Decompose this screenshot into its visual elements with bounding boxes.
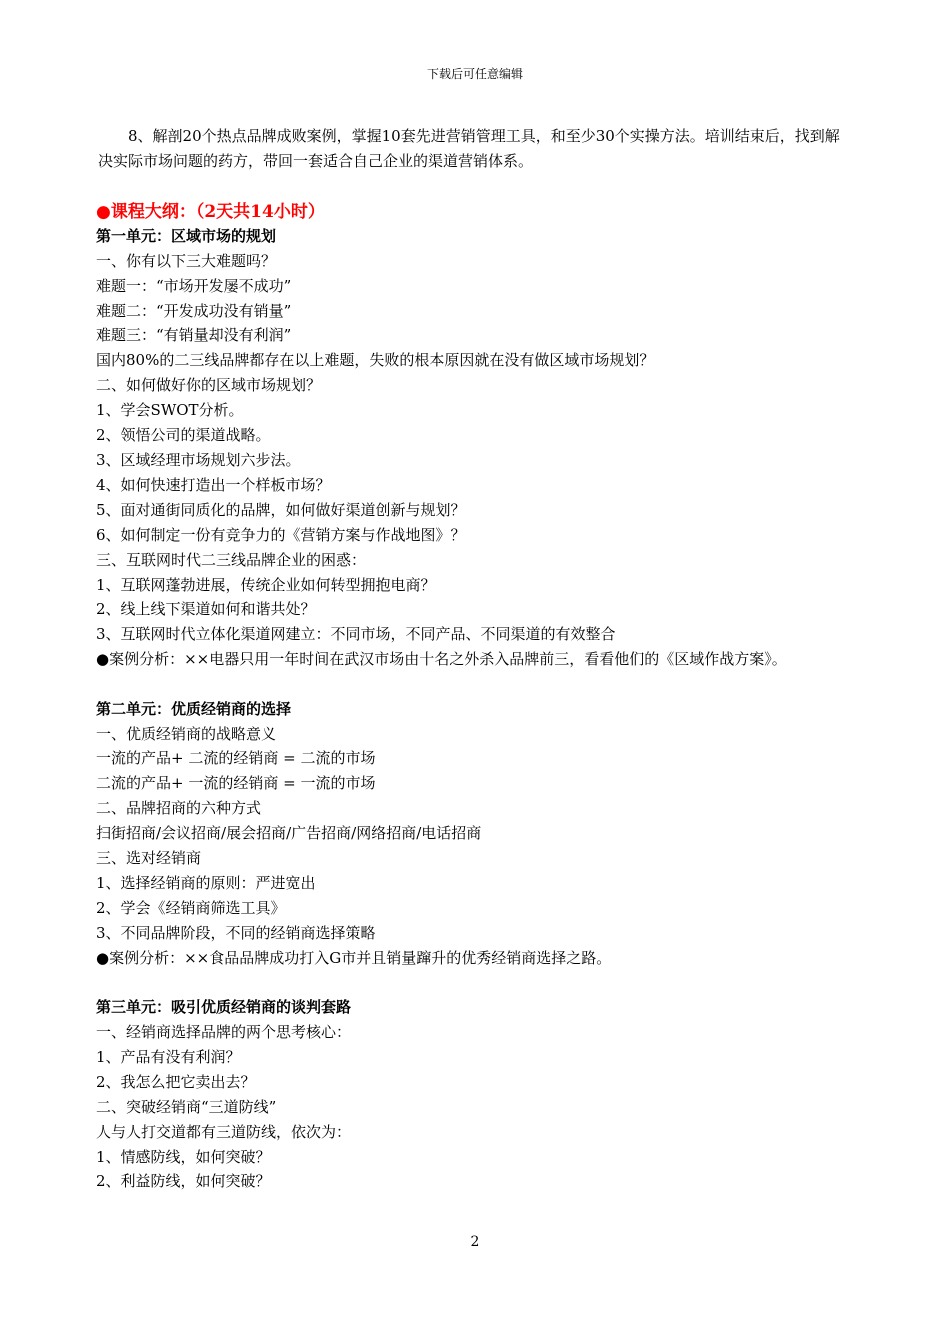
unit-1-case-study: ●案例分析：××电器只用一年时间在武汉市场由十名之外杀入品牌前三，看看他们的《区域作战方案》。 — [96, 650, 787, 669]
unit-2-line: 2、学会《经销商筛选工具》 — [96, 898, 286, 917]
unit-2-line: 1、选择经销商的原则：严进宽出 — [96, 873, 316, 892]
page-header: 下载后可任意编辑 — [426, 67, 523, 81]
unit-3-line: 1、情感防线，如何突破？ — [96, 1147, 271, 1166]
unit-1-line: 4、如何快速打造出一个样板市场？ — [96, 475, 331, 494]
unit-1-line: 5、面对通街同质化的品牌，如何做好渠道创新与规划？ — [96, 500, 466, 519]
unit-2-title: 第二单元：优质经销商的选择 — [96, 699, 292, 718]
unit-3-line: 一、经销商选择品牌的两个思考核心： — [96, 1023, 352, 1041]
unit-2-case-study: ●案例分析：××食品品牌成功打入G市并且销量蹿升的优秀经销商选择之路。 — [96, 948, 612, 967]
unit-1-line: 1、学会SWOT分析。 — [96, 401, 244, 420]
unit-3-title: 第三单元：吸引优质经销商的谈判套路 — [96, 998, 352, 1017]
unit-1-line: 2、领悟公司的渠道战略。 — [96, 426, 271, 445]
unit-1-line: 2、线上线下渠道如何和谐共处？ — [96, 600, 316, 619]
unit-3-line: 2、我怎么把它卖出去？ — [96, 1072, 256, 1091]
page-number: 2 — [470, 1234, 480, 1250]
document-body — [96, 124, 841, 1194]
unit-1-line: 3、区域经理市场规划六步法。 — [96, 450, 301, 469]
unit-1-line: 3、互联网时代立体化渠道网建立：不同市场，不同产品、不同渠道的有效整合 — [96, 625, 616, 644]
unit-2-line: 一、优质经销商的战略意义 — [96, 724, 277, 743]
unit-2-line: 二、品牌招商的六种方式 — [96, 799, 262, 818]
unit-1-line: 难题二：“开发成功没有销量” — [96, 301, 292, 320]
unit-2-line: 三、选对经销商 — [96, 849, 202, 868]
unit-1-line: 1、互联网蓬勃进展，传统企业如何转型拥抱电商？ — [96, 575, 436, 594]
unit-1-line: 难题一：“市场开发屡不成功” — [96, 276, 292, 295]
unit-1-line: 一、你有以下三大难题吗？ — [96, 251, 277, 270]
unit-3-line: 2、利益防线，如何突破？ — [96, 1172, 271, 1191]
unit-2-line: 二流的产品+ 一流的经销商 = 一流的市场 — [96, 774, 376, 793]
unit-2-line: 一流的产品+ 二流的经销商 = 二流的市场 — [96, 749, 376, 768]
unit-2-line: 扫街招商/会议招商/展会招商/广告招商/网络招商/电话招商 — [96, 824, 482, 843]
unit-1-line: 6、如何制定一份有竞争力的《营销方案与作战地图》？ — [96, 525, 466, 544]
unit-3-line: 1、产品有没有利润？ — [96, 1047, 241, 1066]
unit-3-line: 二、突破经销商“三道防线” — [96, 1097, 277, 1116]
unit-1-title: 第一单元：区域市场的规划 — [96, 226, 277, 245]
unit-1-line: 国内80%的二三线品牌都存在以上难题，失败的根本原因就在没有做区域市场规划？ — [96, 351, 655, 370]
intro-paragraph: 8、解剖20个热点品牌成败案例，掌握10套先进营销管理工具，和至少30个实操方法。培训结束后，找到解决实际市场问题的药方，带回一套适合自己企业的渠道营销体系。 — [98, 127, 840, 170]
course-outline-title: ●课程大纲：（2天共14小时） — [96, 201, 325, 222]
unit-1-line: 难题三：“有销量却没有利润” — [96, 326, 292, 345]
unit-3-line: 人与人打交道都有三道防线，依次为： — [96, 1122, 352, 1141]
unit-1-line: 二、如何做好你的区域市场规划？ — [96, 376, 322, 395]
unit-2-line: 3、不同品牌阶段，不同的经销商选择策略 — [96, 923, 376, 942]
unit-1-line: 三、互联网时代二三线品牌企业的困惑： — [96, 550, 367, 569]
